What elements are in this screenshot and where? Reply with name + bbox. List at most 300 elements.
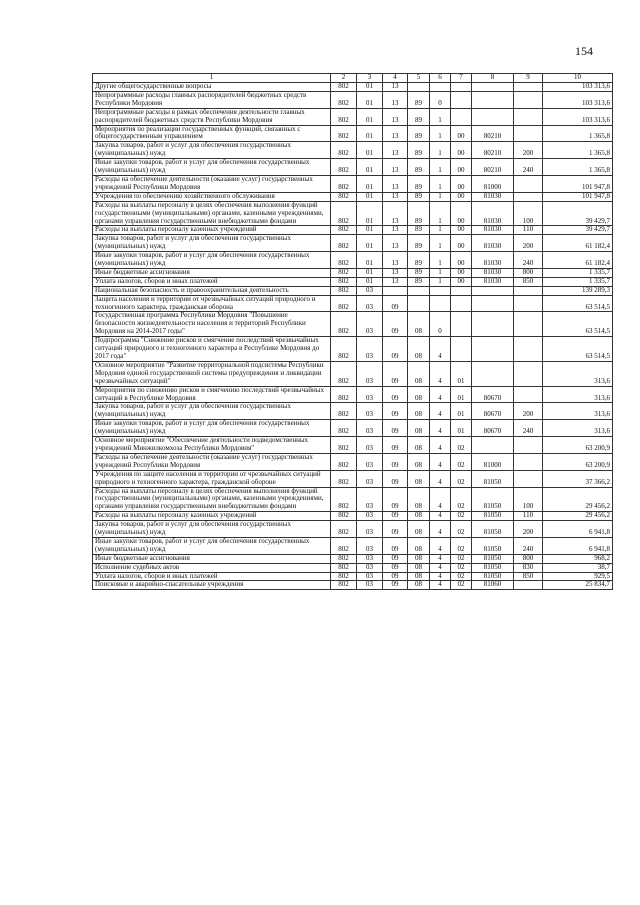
item-name: Иные бюджетные ассигнования xyxy=(93,268,331,277)
activity-code: 02 xyxy=(451,521,472,538)
activity-code: 02 xyxy=(451,581,472,590)
section-code: 01 xyxy=(357,235,383,252)
expense-type-code xyxy=(514,470,543,487)
subsection-code: 09 xyxy=(383,437,408,454)
subsection-code: 13 xyxy=(383,192,408,201)
budget-table xyxy=(92,73,613,590)
expense-type-code xyxy=(514,295,543,312)
section-code: 03 xyxy=(357,512,383,521)
program-code: 08 xyxy=(408,470,430,487)
subsection-code: 09 xyxy=(383,554,408,563)
ministry-code: 802 xyxy=(331,537,357,554)
direction-code xyxy=(472,83,514,92)
ministry-code: 802 xyxy=(331,453,357,470)
item-name: Закупка товаров, работ и услуг для обеспечения государственных (муниципальных) нужд xyxy=(93,403,331,420)
subsection-code: 13 xyxy=(383,175,408,192)
direction-code: 80210 xyxy=(472,159,514,176)
amount-value: 929,5 xyxy=(543,572,613,581)
program-code: 89 xyxy=(408,192,430,201)
amount-value: 313,6 xyxy=(543,361,613,386)
item-name: Расходы на выплаты персоналу в целях обеспечения выполнения функций государственными (муниципальными) органами, казенными учреждениями, органами управления государственными внебюджетными фондами xyxy=(93,487,331,512)
table-row xyxy=(93,252,613,269)
activity-code xyxy=(451,295,472,312)
activity-code: 00 xyxy=(451,268,472,277)
subsection-code xyxy=(383,286,408,295)
table-row xyxy=(93,337,613,362)
expense-type-code: 110 xyxy=(514,512,543,521)
subsection-code: 09 xyxy=(383,453,408,470)
program-code: 08 xyxy=(408,453,430,470)
activity-code xyxy=(451,312,472,337)
section-code: 01 xyxy=(357,159,383,176)
program-code: 89 xyxy=(408,91,430,108)
ministry-code: 802 xyxy=(331,512,357,521)
section-code: 01 xyxy=(357,226,383,235)
subprogram-code: 4 xyxy=(430,537,451,554)
table-row xyxy=(93,277,613,286)
expense-type-code xyxy=(514,361,543,386)
program-code: 89 xyxy=(408,175,430,192)
expense-type-code xyxy=(514,175,543,192)
amount-value: 103 313,6 xyxy=(543,108,613,125)
section-code: 03 xyxy=(357,337,383,362)
program-code xyxy=(408,83,430,92)
item-name: Подпрограмма "Снижение рисков и смягчение последствий чрезвычайных ситуаций природного и техногенного характера в Республике Мордовия до 2017 года" xyxy=(93,337,331,362)
item-name: Расходы на обеспечение деятельности (оказание услуг) государственных учреждений Республики Мордовия xyxy=(93,453,331,470)
subprogram-code: 4 xyxy=(430,453,451,470)
section-code: 03 xyxy=(357,563,383,572)
activity-code: 01 xyxy=(451,420,472,437)
subsection-code: 13 xyxy=(383,252,408,269)
amount-value: 6 941,8 xyxy=(543,537,613,554)
expense-type-code: 240 xyxy=(514,537,543,554)
subprogram-code: 4 xyxy=(430,581,451,590)
table-row xyxy=(93,403,613,420)
item-name: Защита населения и территории от чрезвычайных ситуаций природного и техногенного характера, гражданская оборона xyxy=(93,295,331,312)
amount-value: 61 182,4 xyxy=(543,235,613,252)
table-row xyxy=(93,192,613,201)
item-name: Расходы на выплаты персоналу в целях обеспечения выполнения функций государственными (муниципальными) органами, казенными учреждениями, органами управления государственными внебюджетными фондами xyxy=(93,201,331,226)
subsection-code: 13 xyxy=(383,159,408,176)
table-row xyxy=(93,142,613,159)
item-name: Мероприятия по снижению рисков и смягчению последствий чрезвычайных ситуаций в Республике Мордовия xyxy=(93,386,331,403)
subsection-code: 09 xyxy=(383,537,408,554)
amount-value: 39 429,7 xyxy=(543,201,613,226)
section-code: 03 xyxy=(357,470,383,487)
table-row xyxy=(93,235,613,252)
table-row xyxy=(93,91,613,108)
item-name: Основное мероприятие "Обеспечение деятельности подведомственных учреждений Минжилкомхоза Республики Мордовия" xyxy=(93,437,331,454)
ministry-code: 802 xyxy=(331,277,357,286)
activity-code: 00 xyxy=(451,235,472,252)
section-code: 03 xyxy=(357,361,383,386)
direction-code xyxy=(472,295,514,312)
section-code: 03 xyxy=(357,403,383,420)
section-code: 01 xyxy=(357,277,383,286)
expense-type-code xyxy=(514,337,543,362)
table-row xyxy=(93,581,613,590)
amount-value: 313,6 xyxy=(543,386,613,403)
subprogram-code: 4 xyxy=(430,337,451,362)
table-row xyxy=(93,420,613,437)
direction-code: 81060 xyxy=(472,581,514,590)
activity-code: 02 xyxy=(451,554,472,563)
activity-code: 00 xyxy=(451,192,472,201)
section-code: 03 xyxy=(357,295,383,312)
expense-type-code xyxy=(514,386,543,403)
activity-code: 00 xyxy=(451,277,472,286)
ministry-code: 802 xyxy=(331,403,357,420)
section-code: 03 xyxy=(357,581,383,590)
table-row xyxy=(93,108,613,125)
ministry-code: 802 xyxy=(331,295,357,312)
ministry-code: 802 xyxy=(331,361,357,386)
item-name: Непрограммные расходы главных распорядителей бюджетных средств Республики Мордовия xyxy=(93,91,331,108)
amount-value: 61 182,4 xyxy=(543,252,613,269)
expense-type-code: 100 xyxy=(514,201,543,226)
column-header: 6 xyxy=(430,74,451,83)
program-code: 89 xyxy=(408,159,430,176)
program-code: 08 xyxy=(408,487,430,512)
program-code: 08 xyxy=(408,563,430,572)
ministry-code: 802 xyxy=(331,521,357,538)
subprogram-code: 1 xyxy=(430,277,451,286)
amount-value: 63 514,5 xyxy=(543,312,613,337)
direction-code: 81030 xyxy=(472,252,514,269)
ministry-code: 802 xyxy=(331,235,357,252)
table-row xyxy=(93,537,613,554)
amount-value: 63 200,9 xyxy=(543,437,613,454)
amount-value: 101 947,8 xyxy=(543,192,613,201)
table-body xyxy=(93,83,613,590)
activity-code xyxy=(451,83,472,92)
subsection-code: 13 xyxy=(383,91,408,108)
subprogram-code: 1 xyxy=(430,226,451,235)
section-code: 01 xyxy=(357,91,383,108)
amount-value: 63 514,5 xyxy=(543,295,613,312)
column-header: 1 xyxy=(93,74,331,83)
subprogram-code: 4 xyxy=(430,563,451,572)
subsection-code: 09 xyxy=(383,470,408,487)
section-code: 01 xyxy=(357,83,383,92)
amount-value: 313,6 xyxy=(543,403,613,420)
item-name: Расходы на обеспечение деятельности (оказание услуг) государственных учреждений Республики Мордовия xyxy=(93,175,331,192)
direction-code: 80670 xyxy=(472,403,514,420)
direction-code: 81050 xyxy=(472,487,514,512)
column-header: 3 xyxy=(357,74,383,83)
direction-code: 80670 xyxy=(472,386,514,403)
subprogram-code: 1 xyxy=(430,235,451,252)
item-name: Иные закупки товаров, работ и услуг для обеспечения государственных (муниципальных) нужд xyxy=(93,252,331,269)
item-name: Государственная программа Республики Мордовия "Повышение безопасности жизнедеятельности населения и территорий Республики Мордовия на 2014-2017 годы" xyxy=(93,312,331,337)
table-row xyxy=(93,470,613,487)
subsection-code: 13 xyxy=(383,268,408,277)
item-name: Исполнение судебных актов xyxy=(93,563,331,572)
direction-code: 80210 xyxy=(472,125,514,142)
activity-code: 02 xyxy=(451,453,472,470)
ministry-code: 802 xyxy=(331,563,357,572)
table-row xyxy=(93,453,613,470)
expense-type-code: 200 xyxy=(514,521,543,538)
subprogram-code: 1 xyxy=(430,252,451,269)
program-code: 89 xyxy=(408,252,430,269)
table-row xyxy=(93,386,613,403)
item-name: Национальная безопасность и правоохранительная деятельность xyxy=(93,286,331,295)
item-name: Поисковые и аварийно-спасательные учреждения xyxy=(93,581,331,590)
direction-code: 81030 xyxy=(472,268,514,277)
subsection-code: 09 xyxy=(383,581,408,590)
amount-value: 968,2 xyxy=(543,554,613,563)
subprogram-code: 4 xyxy=(430,470,451,487)
expense-type-code xyxy=(514,581,543,590)
section-code: 03 xyxy=(357,487,383,512)
amount-value: 37 366,2 xyxy=(543,470,613,487)
page-number: 154 xyxy=(575,44,593,58)
item-name: Учреждения по обеспечению хозяйственного обслуживания xyxy=(93,192,331,201)
table-row xyxy=(93,521,613,538)
table-row xyxy=(93,268,613,277)
amount-value: 29 456,2 xyxy=(543,487,613,512)
expense-type-code: 800 xyxy=(514,554,543,563)
subsection-code: 13 xyxy=(383,235,408,252)
ministry-code: 802 xyxy=(331,337,357,362)
expense-type-code: 100 xyxy=(514,487,543,512)
expense-type-code: 200 xyxy=(514,403,543,420)
item-name: Мероприятия по реализации государственных функций, связанных с общегосударственным управлением xyxy=(93,125,331,142)
ministry-code: 802 xyxy=(331,201,357,226)
subprogram-code xyxy=(430,83,451,92)
subsection-code: 13 xyxy=(383,201,408,226)
ministry-code: 802 xyxy=(331,386,357,403)
amount-value: 313,6 xyxy=(543,420,613,437)
amount-value: 1 365,8 xyxy=(543,142,613,159)
ministry-code: 802 xyxy=(331,312,357,337)
subprogram-code: 0 xyxy=(430,91,451,108)
direction-code: 81000 xyxy=(472,453,514,470)
column-header: 10 xyxy=(543,74,613,83)
ministry-code: 802 xyxy=(331,420,357,437)
table-row xyxy=(93,554,613,563)
amount-value: 101 947,8 xyxy=(543,175,613,192)
program-code xyxy=(408,286,430,295)
subsection-code: 13 xyxy=(383,142,408,159)
program-code: 08 xyxy=(408,572,430,581)
direction-code: 81000 xyxy=(472,175,514,192)
expense-type-code: 240 xyxy=(514,159,543,176)
section-code: 03 xyxy=(357,572,383,581)
ministry-code: 802 xyxy=(331,108,357,125)
activity-code xyxy=(451,108,472,125)
item-name: Уплата налогов, сборов и иных платежей xyxy=(93,277,331,286)
subprogram-code: 1 xyxy=(430,142,451,159)
program-code: 08 xyxy=(408,312,430,337)
expense-type-code xyxy=(514,453,543,470)
direction-code: 81050 xyxy=(472,537,514,554)
section-code: 03 xyxy=(357,386,383,403)
direction-code xyxy=(472,91,514,108)
expense-type-code xyxy=(514,437,543,454)
section-code: 01 xyxy=(357,192,383,201)
section-code: 03 xyxy=(357,286,383,295)
program-code: 08 xyxy=(408,420,430,437)
item-name: Иные закупки товаров, работ и услуг для обеспечения государственных (муниципальных) нужд xyxy=(93,537,331,554)
activity-code: 01 xyxy=(451,386,472,403)
activity-code: 00 xyxy=(451,252,472,269)
item-name: Основное мероприятие "Развитие территориальной подсистемы Республики Мордовия единой государственной системы предупреждения и ликвидации чрезвычайных ситуаций" xyxy=(93,361,331,386)
subprogram-code: 4 xyxy=(430,420,451,437)
expense-type-code: 200 xyxy=(514,235,543,252)
direction-code xyxy=(472,361,514,386)
item-name: Иные бюджетные ассигнования xyxy=(93,554,331,563)
subsection-code: 09 xyxy=(383,312,408,337)
amount-value: 63 200,9 xyxy=(543,453,613,470)
subprogram-code: 1 xyxy=(430,159,451,176)
program-code: 89 xyxy=(408,235,430,252)
section-code: 03 xyxy=(357,420,383,437)
expense-type-code xyxy=(514,192,543,201)
item-name: Расходы на выплаты персоналу казенных учреждений xyxy=(93,226,331,235)
item-name: Иные закупки товаров, работ и услуг для обеспечения государственных (муниципальных) нужд xyxy=(93,159,331,176)
program-code: 08 xyxy=(408,537,430,554)
section-code: 03 xyxy=(357,437,383,454)
expense-type-code: 850 xyxy=(514,277,543,286)
program-code: 08 xyxy=(408,581,430,590)
program-code: 89 xyxy=(408,268,430,277)
subsection-code: 13 xyxy=(383,125,408,142)
activity-code: 00 xyxy=(451,159,472,176)
direction-code xyxy=(472,337,514,362)
activity-code: 01 xyxy=(451,403,472,420)
subsection-code: 09 xyxy=(383,563,408,572)
subprogram-code: 1 xyxy=(430,108,451,125)
column-header: 7 xyxy=(451,74,472,83)
item-name: Другие общегосударственные вопросы xyxy=(93,83,331,92)
program-code: 08 xyxy=(408,386,430,403)
subsection-code: 09 xyxy=(383,386,408,403)
program-code: 08 xyxy=(408,337,430,362)
expense-type-code xyxy=(514,91,543,108)
table-row xyxy=(93,201,613,226)
expense-type-code: 240 xyxy=(514,252,543,269)
ministry-code: 802 xyxy=(331,572,357,581)
item-name: Непрограммные расходы в рамках обеспечения деятельности главных распорядителей бюджетных средств Республики Мордовия xyxy=(93,108,331,125)
subprogram-code: 4 xyxy=(430,554,451,563)
direction-code: 80670 xyxy=(472,420,514,437)
ministry-code: 802 xyxy=(331,286,357,295)
subsection-code: 09 xyxy=(383,572,408,581)
direction-code: 81030 xyxy=(472,192,514,201)
ministry-code: 802 xyxy=(331,252,357,269)
direction-code: 81050 xyxy=(472,512,514,521)
direction-code: 81030 xyxy=(472,201,514,226)
program-code: 89 xyxy=(408,201,430,226)
subprogram-code: 4 xyxy=(430,361,451,386)
subprogram-code: 1 xyxy=(430,268,451,277)
ministry-code: 802 xyxy=(331,437,357,454)
table-row xyxy=(93,361,613,386)
ministry-code: 802 xyxy=(331,192,357,201)
activity-code: 00 xyxy=(451,201,472,226)
amount-value: 1 365,8 xyxy=(543,159,613,176)
program-code: 08 xyxy=(408,554,430,563)
subsection-code: 09 xyxy=(383,403,408,420)
table-row xyxy=(93,437,613,454)
subsection-code: 09 xyxy=(383,521,408,538)
subprogram-code: 1 xyxy=(430,125,451,142)
subprogram-code: 4 xyxy=(430,521,451,538)
activity-code xyxy=(451,286,472,295)
activity-code: 00 xyxy=(451,142,472,159)
subprogram-code: 1 xyxy=(430,175,451,192)
expense-type-code xyxy=(514,312,543,337)
ministry-code: 802 xyxy=(331,175,357,192)
amount-value: 6 941,8 xyxy=(543,521,613,538)
section-code: 03 xyxy=(357,312,383,337)
activity-code: 02 xyxy=(451,537,472,554)
program-code: 89 xyxy=(408,142,430,159)
subprogram-code: 4 xyxy=(430,386,451,403)
table-row xyxy=(93,159,613,176)
activity-code: 00 xyxy=(451,226,472,235)
subsection-code: 13 xyxy=(383,226,408,235)
column-header: 8 xyxy=(472,74,514,83)
subprogram-code: 1 xyxy=(430,192,451,201)
subsection-code: 09 xyxy=(383,420,408,437)
item-name: Учреждения по защите населения и территории от чрезвычайных ситуаций природного и техногенного характера, гражданской обороне xyxy=(93,470,331,487)
subprogram-code: 4 xyxy=(430,572,451,581)
column-header: 9 xyxy=(514,74,543,83)
program-code: 89 xyxy=(408,108,430,125)
direction-code: 80210 xyxy=(472,142,514,159)
table-row xyxy=(93,312,613,337)
section-code: 01 xyxy=(357,268,383,277)
program-code: 89 xyxy=(408,125,430,142)
section-code: 01 xyxy=(357,142,383,159)
direction-code: 81050 xyxy=(472,554,514,563)
section-code: 01 xyxy=(357,252,383,269)
activity-code: 02 xyxy=(451,487,472,512)
item-name: Закупка товаров, работ и услуг для обеспечения государственных (муниципальных) нужд xyxy=(93,235,331,252)
activity-code: 02 xyxy=(451,470,472,487)
column-header: 2 xyxy=(331,74,357,83)
subprogram-code: 4 xyxy=(430,487,451,512)
ministry-code: 802 xyxy=(331,142,357,159)
program-code: 08 xyxy=(408,512,430,521)
ministry-code: 802 xyxy=(331,470,357,487)
amount-value: 39 429,7 xyxy=(543,226,613,235)
activity-code: 00 xyxy=(451,175,472,192)
subprogram-code xyxy=(430,295,451,312)
activity-code xyxy=(451,337,472,362)
subsection-code: 09 xyxy=(383,512,408,521)
program-code: 08 xyxy=(408,361,430,386)
subprogram-code: 0 xyxy=(430,312,451,337)
ministry-code: 802 xyxy=(331,581,357,590)
amount-value: 25 834,7 xyxy=(543,581,613,590)
ministry-code: 802 xyxy=(331,226,357,235)
activity-code: 00 xyxy=(451,125,472,142)
item-name: Расходы на выплаты персоналу казенных учреждений xyxy=(93,512,331,521)
section-code: 01 xyxy=(357,108,383,125)
expense-type-code: 240 xyxy=(514,420,543,437)
direction-code: 81050 xyxy=(472,563,514,572)
column-header: 4 xyxy=(383,74,408,83)
program-code: 08 xyxy=(408,521,430,538)
expense-type-code: 850 xyxy=(514,572,543,581)
subprogram-code: 1 xyxy=(430,201,451,226)
activity-code: 01 xyxy=(451,361,472,386)
table-row xyxy=(93,295,613,312)
